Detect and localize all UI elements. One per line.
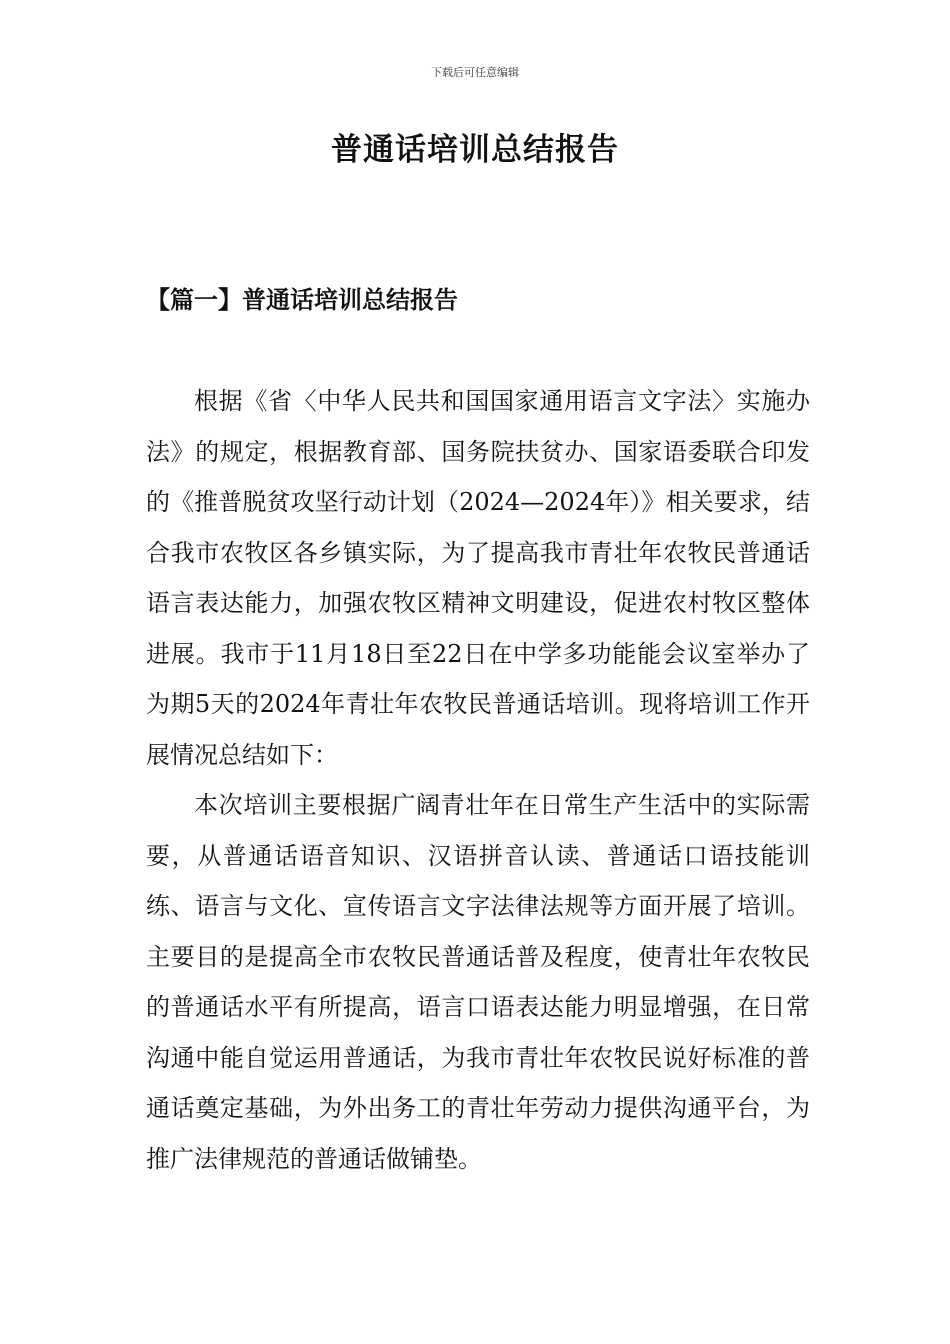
document-body (146, 376, 810, 1184)
document-title: 普通话培训总结报告 (331, 132, 619, 168)
page-header-note: 下载后可任意编辑 (431, 66, 519, 79)
paragraph: 根据《省〈中华人民共和国国家通用语言文字法〉实施办法》的规定，根据教育部、国务院扶贫办、国家语委联合印发的《推普脱贫攻坚行动计划（2024—2024年）》相关要求，结合我市农牧区各乡镇实际，为了提高我市青壮年农牧民普通话语言表达能力，加强农牧区精神文明建设，促进农村牧区整体进展。我市于11月18日至22日在中学多功能能会议室举办了为期5天的2024年青壮年农牧民普通话培训。现将培训工作开展情况总结如下： (146, 387, 810, 769)
section-heading: 【篇一】普通话培训总结报告 (146, 285, 458, 314)
paragraph: 本次培训主要根据广阔青壮年在日常生产生活中的实际需要，从普通话语音知识、汉语拼音认读、普通话口语技能训练、语言与文化、宣传语言文字法律法规等方面开展了培训。主要目的是提高全市农牧民普通话普及程度，使青壮年农牧民的普通话水平有所提高，语言口语表达能力明显增强，在日常沟通中能自觉运用普通话，为我市青壮年农牧民说好标准的普通话奠定基础，为外出务工的青壮年劳动力提供沟通平台，为推广法律规范的普通话做铺垫。 (146, 791, 810, 1173)
